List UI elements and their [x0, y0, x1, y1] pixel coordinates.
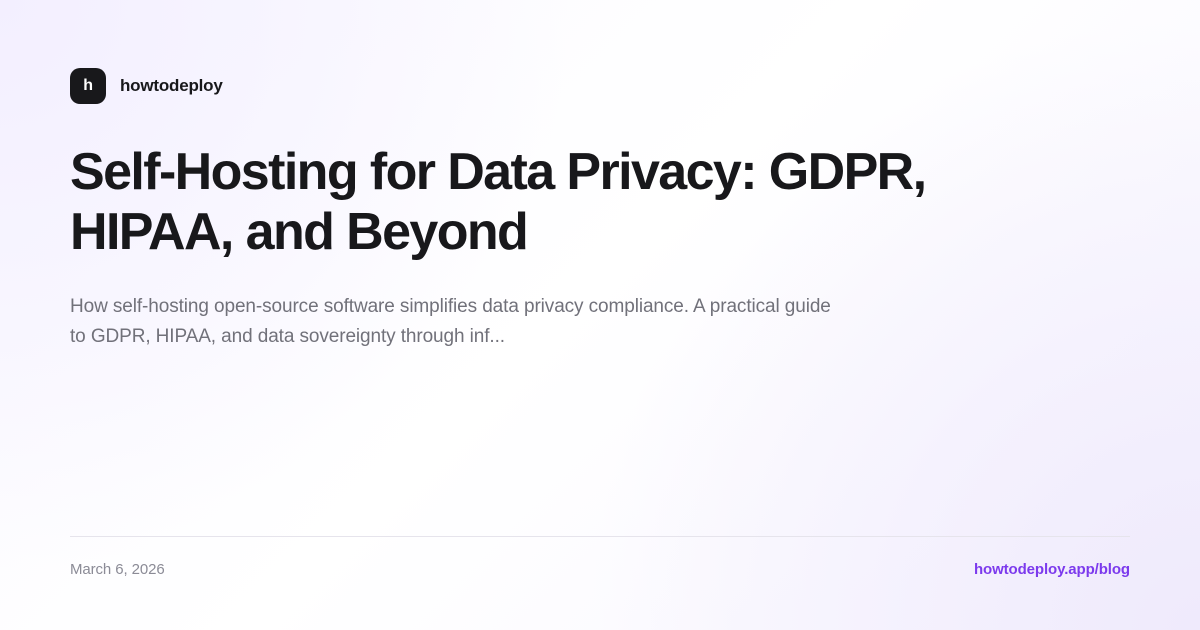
- brand: [70, 68, 1130, 104]
- article-subtitle: How self-hosting open-source software simplifies data privacy compliance. A practical guide to GDPR, HIPAA, and data sovereignty through inf...: [70, 296, 831, 347]
- publish-date: March 6, 2026: [70, 561, 165, 578]
- rounded-square-logo-icon: h: [70, 68, 106, 104]
- page-title: Self-Hosting for Data Privacy: GDPR, HIPAA, and Beyond: [70, 143, 926, 261]
- footer-row: [70, 537, 1130, 578]
- site-url[interactable]: howtodeploy.app/blog: [973, 561, 1130, 578]
- brand-name: howtodeploy: [120, 76, 223, 95]
- card-footer: [70, 536, 1130, 578]
